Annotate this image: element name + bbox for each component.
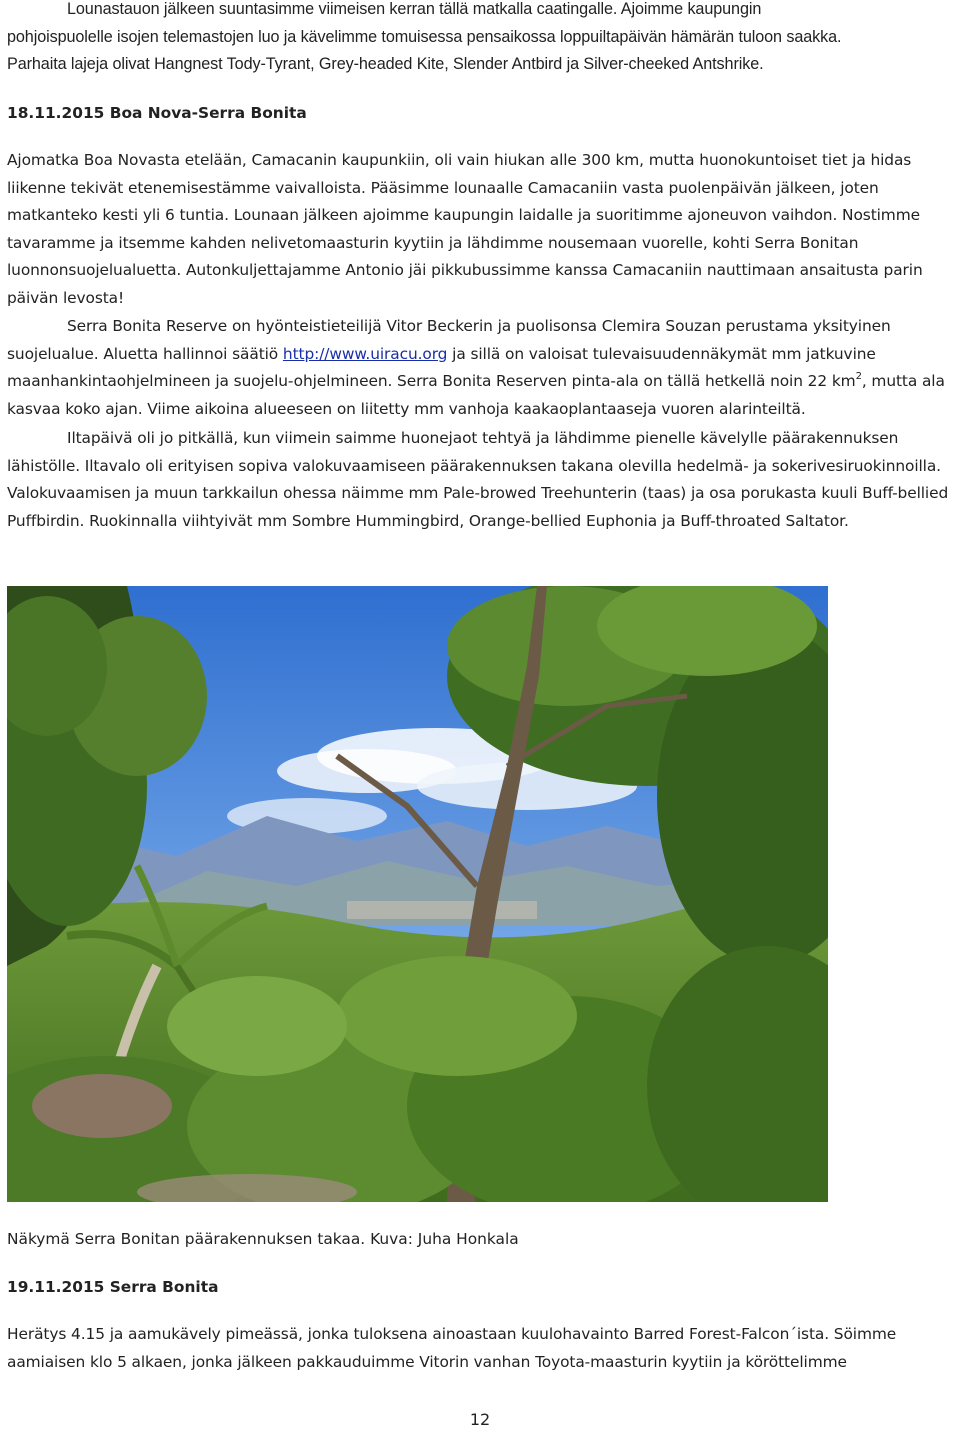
- day-1-paragraph-1: Ajomatka Boa Novasta etelään, Camacanin kaupunkiin, oli vain hiukan alle 300 km, mutta huonokuntoiset tiet ja hidas liikenne tekivät etenemisestämme vaivalloista. Pääsimme lounaalle Camacaniin vasta puolenpäivän jälkeen, joten matkanteko kesti yli 6 tuntia. Lounaan jälkeen ajoimme kaupungin laidalle ja suoritimme ajoneuvon vaihdon. Nostimme tavaramme ja itsemme kahden nelivetomaasturin kyytiin ja lähdimme nousemaan vuorelle, kohti Serra Bonitan luonnonsuojelualuetta. Autonkuljettajamme Antonio jäi pikkubussimme kanssa Camacaniin nauttimaan ansaitusta parin päivän levosta!: [7, 151, 923, 307]
- day-2-heading: 19.11.2015 Serra Bonita: [7, 1278, 219, 1296]
- page-number: 12: [469, 1410, 491, 1429]
- superscript-2: 2: [855, 371, 862, 383]
- landscape-photo: [7, 586, 828, 1202]
- day-1-paragraph-2-text-a: Serra Bonita Reserve on hyönteistieteilijä Vitor Beckerin ja puolisonsa Clemira Souzan perustama yksityinen suojelualue. Aluetta hallinnoi säätiö: [7, 317, 891, 363]
- day-1-paragraph-2-text-b: ja sillä on valoisat tulevaisuudennäkymät mm jatkuvine maanhankintaohjelmineen ja suojelu-ohjelmineen. Serra Bonita Reserven pinta-ala on tällä hetkellä noin 22 km: [7, 344, 876, 391]
- photo-caption: Näkymä Serra Bonitan päärakennuksen takaa. Kuva: Juha Honkala: [7, 1230, 519, 1248]
- day-1-paragraph-3: Iltapäivä oli jo pitkällä, kun viimein saimme huonejaot tehtyä ja lähdimme pienelle kävelylle päärakennuksen lähistölle. Iltavalo oli erityisen sopiva valokuvaamiseen päärakennuksen takana olevilla hedelmä- ja sokerivesiruokinnoilla. Valokuvaamisen ja muun tarkkailun ohessa näimme mm Pale-browed Treehunterin (taas) ja osa porukasta kuuli Buff-bellied Puffbirdin. Ruokinnalla viihtyivät mm Sombre Hummingbird, Orange-bellied Euphonia ja Buff-throated Saltator.: [7, 429, 949, 530]
- intro-paragraph: [7, 0, 953, 79]
- intro-line-1: Lounastauon jälkeen suuntasimme viimeisen kerran tällä matkalla caatingalle. Ajoimme kaupungin: [67, 0, 762, 18]
- day-2-paragraph-1: Herätys 4.15 ja aamukävely pimeässä, jonka tuloksena ainoastaan kuulohavainto Barred Forest-Falcon´ista. Söimme aamiaisen klo 5 alkaen, jonka jälkeen pakkauduimme Vitorin vanhan Toyota-maasturin kyytiin ja köröttelimme: [7, 1325, 897, 1371]
- day-1-paragraph-2-text-c: , mutta ala kasvaa koko ajan. Viime aikoina alueeseen on liitetty mm vanhoja kaakaoplantaaseja vuoren alarinteiltä.: [7, 372, 945, 418]
- day-1-paragraph-2: [7, 313, 953, 423]
- intro-line-3: Parhaita lajeja olivat Hangnest Tody-Tyrant, Grey-headed Kite, Slender Antbird ja Silver-cheeked Antshrike.: [7, 55, 764, 74]
- day-1-heading: 18.11.2015 Boa Nova-Serra Bonita: [7, 104, 307, 122]
- uiracu-link[interactable]: http://www.uiracu.org: [282, 344, 448, 363]
- intro-line-2: pohjoispuolelle isojen telemastojen luo ja kävelimme tomuisessa pensaikossa loppuiltapäivän hämärän tuloon saakka.: [7, 27, 842, 46]
